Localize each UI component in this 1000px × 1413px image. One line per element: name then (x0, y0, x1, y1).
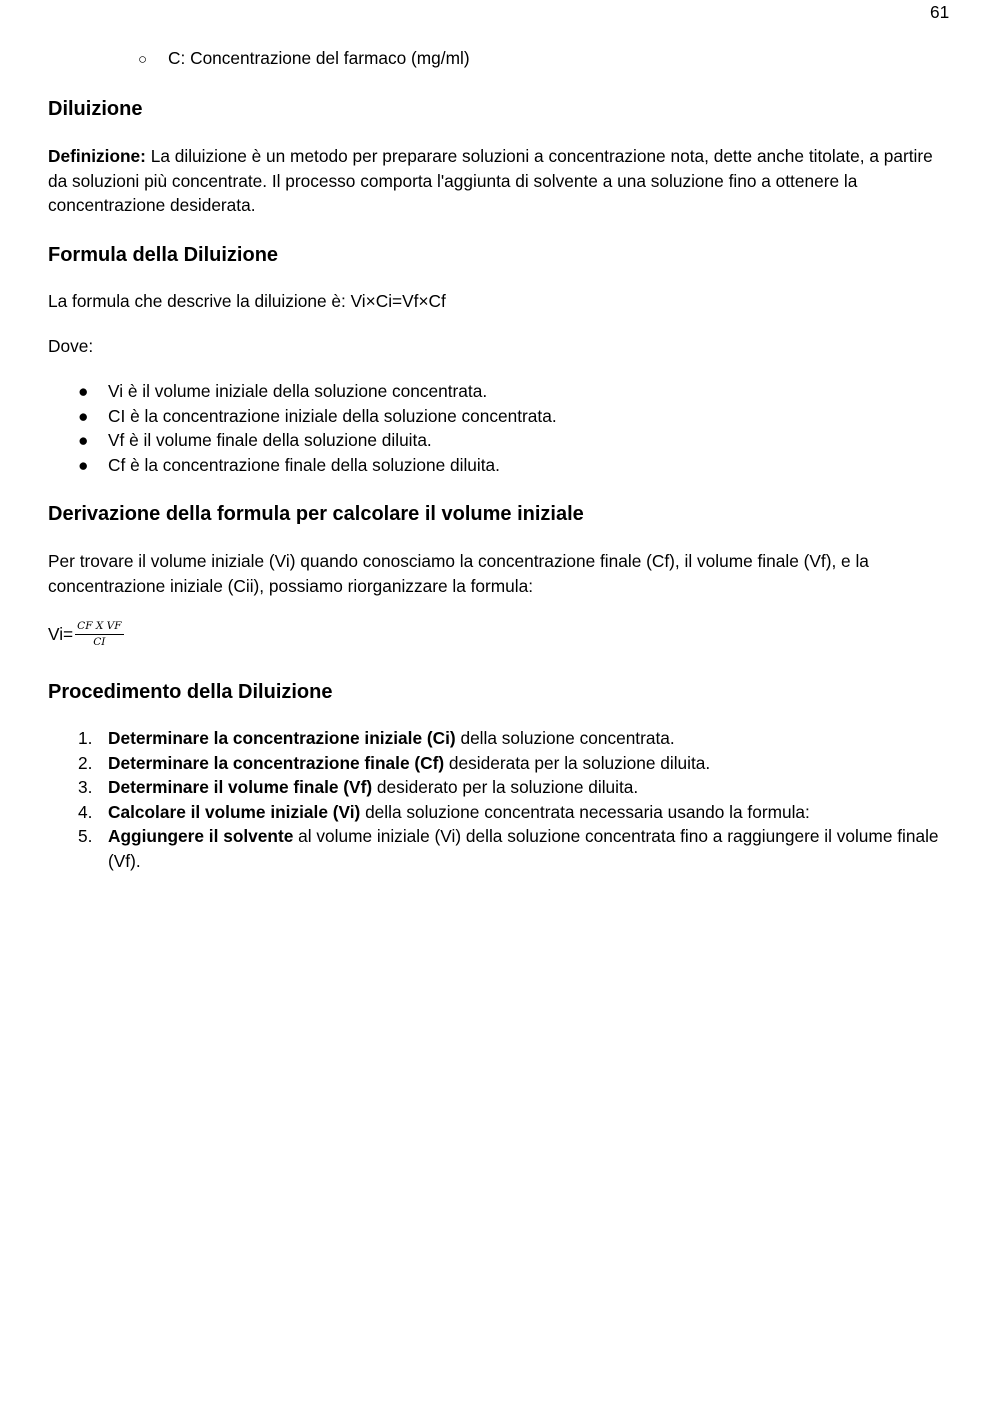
list-item: 5. Aggiungere il solvente al volume iniziale (Vi) della soluzione concentrata fino a raggiungere il volume finale (Vf). (78, 826, 939, 871)
definition-label: Definizione: (48, 146, 146, 166)
sub-bullet-item (138, 46, 470, 73)
list-item: ● CI è la concentrazione iniziale della soluzione concentrata. (48, 404, 953, 429)
step-number: 4. (78, 801, 93, 822)
definition-paragraph (48, 144, 953, 218)
formula-variables-list (48, 379, 953, 477)
formula-lhs: Vi= (48, 624, 74, 645)
formula-intro: La formula che descrive la diluizione è: Vi×Ci=Vf×Cf (48, 291, 446, 311)
heading-formula: Formula della Diluizione (48, 244, 279, 266)
list-item: 1. Determinare la concentrazione iniziale (Ci) della soluzione concentrata. (48, 726, 953, 751)
bullet-icon: ● (78, 454, 89, 475)
dove-label: Dove: (48, 336, 94, 356)
derivazione-paragraph: Per trovare il volume iniziale (Vi) quando conosciamo la concentrazione finale (Cf), il volume finale (Vf), e la concentrazione iniziale (Cii), possiamo riorganizzare la formula: (48, 551, 869, 596)
step-number: 3. (78, 777, 93, 797)
list-item: ● Vf è il volume finale della soluzione diluita. (48, 428, 953, 453)
heading-diluizione: Diluizione (48, 98, 143, 120)
formula-numerator: CF X VF (75, 620, 123, 635)
formula-denominator: CI (93, 636, 106, 648)
list-item: ● Vi è il volume iniziale della soluzione concentrata. (48, 379, 953, 404)
list-item: 4. Calcolare il volume iniziale (Vi) della soluzione concentrata necessaria usando la formula: (48, 800, 953, 825)
bullet-icon: ● (78, 381, 89, 401)
bullet-icon: ● (78, 430, 89, 450)
definition-text: La diluizione è un metodo per preparare soluzioni a concentrazione nota, dette anche titolate, a partire da soluzioni più concentrate. Il processo comporta l'aggiunta di solvente a una soluzione fino a ottenere la concentrazione desiderata. (48, 146, 933, 215)
sub-bullet-text: C: Concentrazione del farmaco (mg/ml) (168, 48, 470, 68)
step-number: 1. (78, 728, 93, 748)
heading-derivazione: Derivazione della formula per calcolare il volume iniziale (48, 503, 584, 525)
list-item: 2. Determinare la concentrazione finale (Cf) desiderata per la soluzione diluita. (48, 751, 953, 776)
step-number: 2. (78, 752, 93, 773)
formula-fraction (75, 620, 123, 649)
list-item: 3. Determinare il volume finale (Vf) desiderato per la soluzione diluita. (48, 775, 953, 800)
hollow-bullet-icon: ○ (138, 51, 148, 68)
page-number: 61 (930, 2, 950, 22)
list-item: ● Cf è la concentrazione finale della soluzione diluita. (48, 453, 953, 478)
procedure-steps-list (48, 726, 953, 873)
step-number: 5. (78, 826, 93, 846)
bullet-icon: ● (78, 405, 89, 426)
heading-procedimento: Procedimento della Diluizione (48, 681, 333, 703)
vi-formula (48, 620, 124, 649)
